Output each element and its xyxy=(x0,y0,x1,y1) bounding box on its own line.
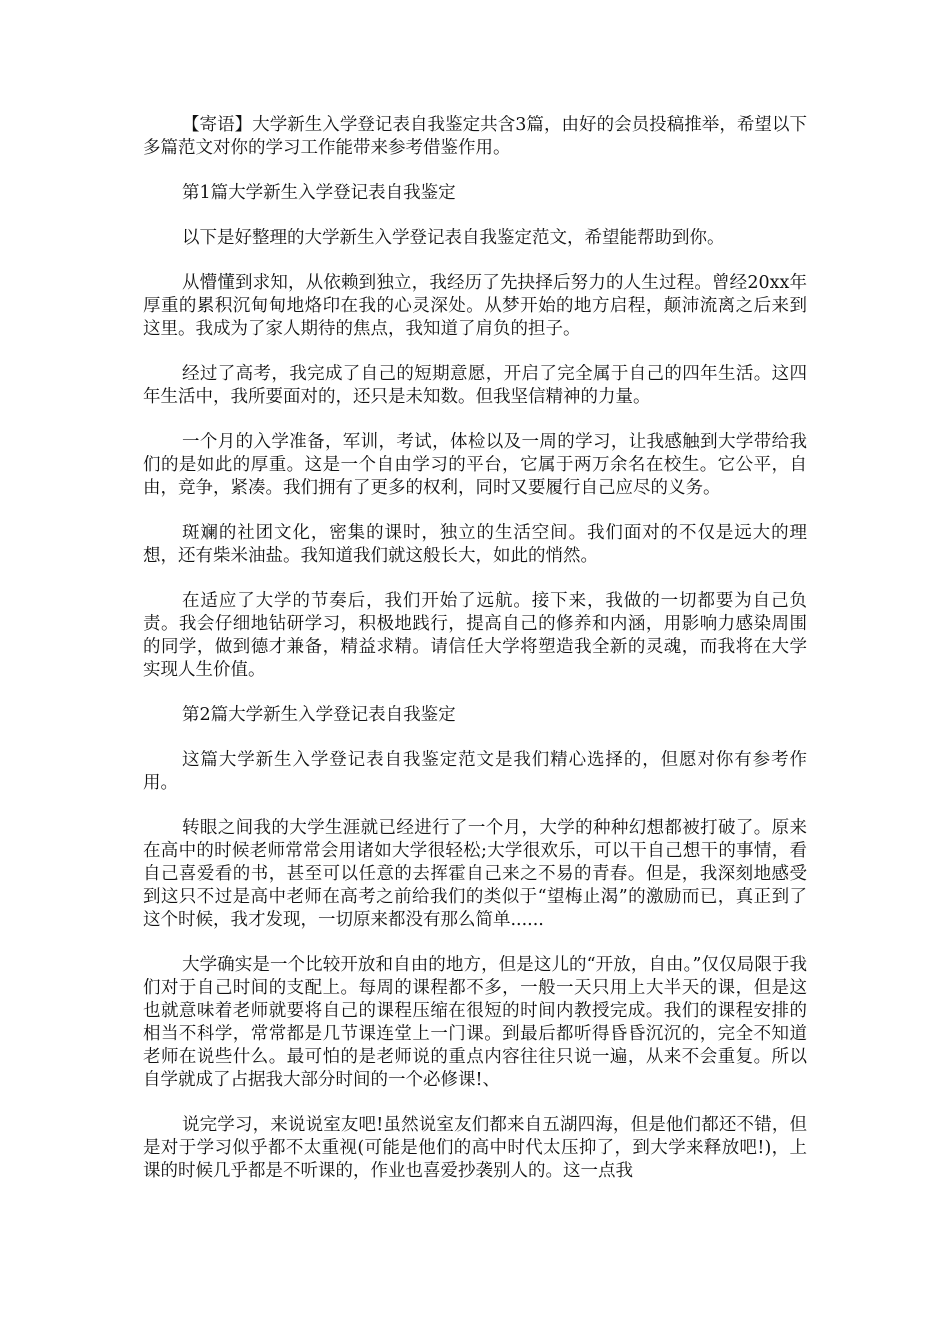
body-paragraph: 大学确实是一个比较开放和自由的地方，但是这儿的“开放，自由。”仅仅局限于我们对于自己时间的支配上。每周的课程都不多，一般一天只用上大半天的课，但是这也就意味着老师就要将自己的课程压缩在很短的时间内教授完成。我们的课程安排的相当不科学，常常都是几节课连堂上一门课。到最后都听得昏昏沉沉的，完全不知道老师在说些什么。最可怕的是老师说的重点内容往往只说一遍，从来不会重复。所以自学就成了占据我大部分时间的一个必修课!、 xyxy=(143,955,807,1090)
body-paragraph: 转眼之间我的大学生涯就已经进行了一个月，大学的种种幻想都被打破了。原来在高中的时候老师常常会用诸如大学很轻松;大学很欢乐，可以干自己想干的事情，看自己喜爱看的书，甚至可以任意的去挥霍自己来之不易的青春。但是，我深刻地感受到这只不过是高中老师在高考之前给我们的类似于“望梅止渴”的激励而已，真正到了这个时候，我才发现，一切原来都没有那么简单...... xyxy=(143,818,807,930)
section-1-heading: 第1篇大学新生入学登记表自我鉴定 xyxy=(182,183,456,203)
document-page xyxy=(143,114,807,1205)
body-paragraph: 一个月的入学准备，军训，考试，体检以及一周的学习，让我感触到大学带给我们的是如此的厚重。这是一个自由学习的平台，它属于两万余名在校生。它公平，自由，竞争，紧凑。我们拥有了更多的权利，同时又要履行自己应尽的义务。 xyxy=(143,432,807,498)
body-paragraph: 斑斓的社团文化，密集的课时，独立的生活空间。我们面对的不仅是远大的理想，还有柴米油盐。我知道我们就这般长大，如此的悄然。 xyxy=(143,523,807,566)
body-paragraph: 说完学习，来说说室友吧!虽然说室友们都来自五湖四海，但是他们都还不错，但是对于学习似乎都不太重视(可能是他们的高中时代太压抑了，到大学来释放吧!)，上课的时候几乎都是不听课的，作业也喜爱抄袭别人的。这一点我 xyxy=(143,1115,807,1181)
section-1-intro: 以下是好整理的大学新生入学登记表自我鉴定范文，希望能帮助到你。 xyxy=(182,228,725,248)
body-paragraph: 在适应了大学的节奏后，我们开始了远航。接下来，我做的一切都要为自己负责。我会仔细地钻研学习，积极地践行，提高自己的修养和内涵，用影响力感染周围的同学，做到德才兼备，精益求精。请信任大学将塑造我全新的灵魂，而我将在大学实现人生价值。 xyxy=(143,591,807,680)
body-paragraph: 从懵懂到求知，从依赖到独立，我经历了先抉择后努力的人生过程。曾经20xx年厚重的累积沉甸甸地烙印在我的心灵深处。从梦开始的地方启程，颠沛流离之后来到这里。我成为了家人期待的焦点，我知道了肩负的担子。 xyxy=(143,273,807,339)
section-2-intro: 这篇大学新生入学登记表自我鉴定范文是我们精心选择的，但愿对你有参考作用。 xyxy=(143,750,807,793)
section-2-heading: 第2篇大学新生入学登记表自我鉴定 xyxy=(182,705,456,725)
body-paragraph: 经过了高考，我完成了自己的短期意愿，开启了完全属于自己的四年生活。这四年生活中，我所要面对的，还只是未知数。但我坚信精神的力量。 xyxy=(143,364,807,407)
intro-paragraph: 【寄语】大学新生入学登记表自我鉴定共含3篇，由好的会员投稿推举，希望以下多篇范文对你的学习工作能带来参考借鉴作用。 xyxy=(143,115,807,158)
